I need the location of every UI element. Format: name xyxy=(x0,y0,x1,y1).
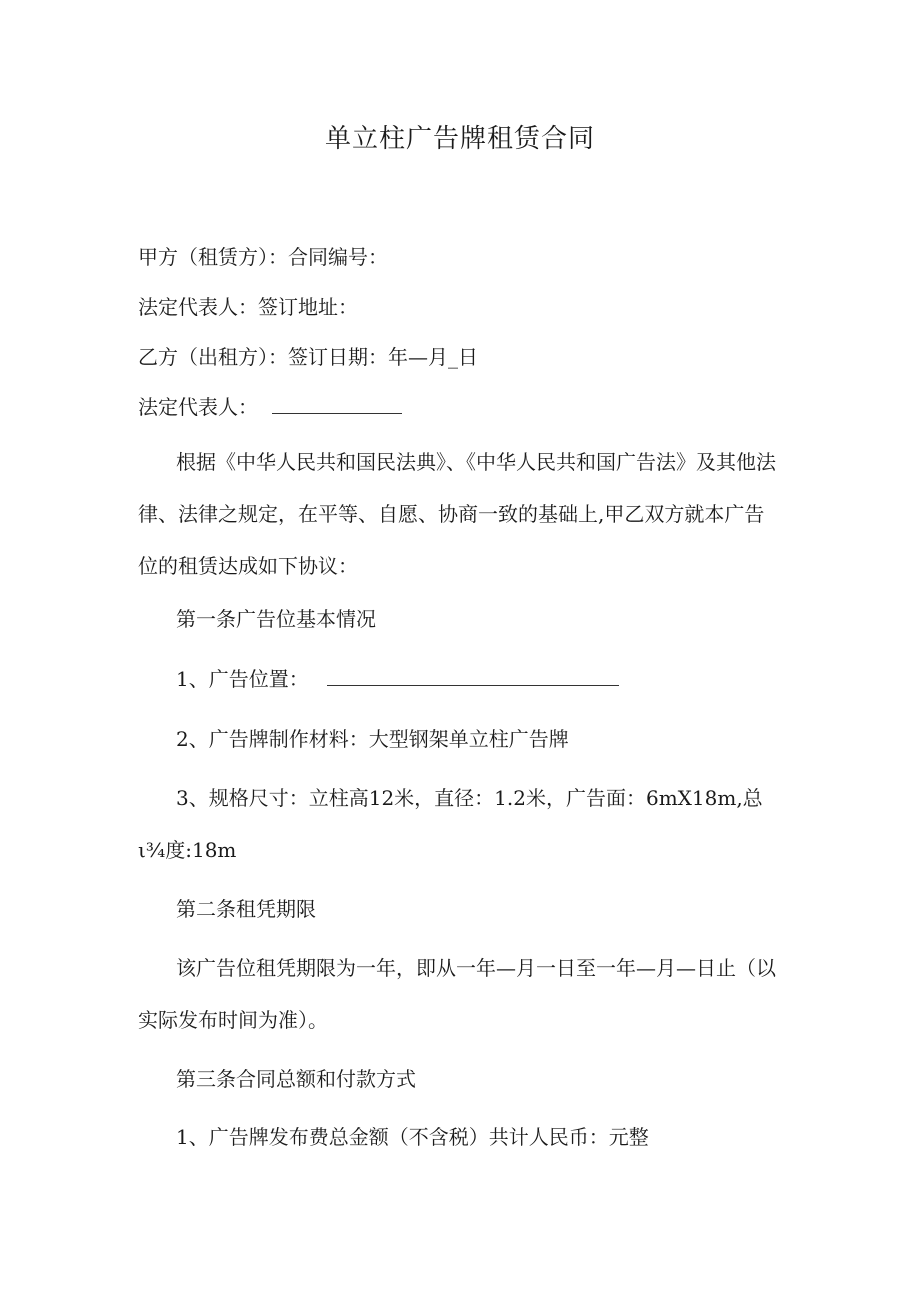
article-2-heading: 第二条租凭期限 xyxy=(176,897,316,921)
legal-rep-b-blank xyxy=(272,397,402,414)
party-b-line: 乙方（出租方）：签订日期：年—月_日 xyxy=(138,345,478,369)
ad-location-blank xyxy=(327,669,619,686)
ad-location-label: 1、广告位置： xyxy=(176,667,309,691)
preamble-paragraph: 根据《中华人民共和国民法典》、《中华人民共和国广告法》及其他法律、法律之规定，在平等、自愿、协商一致的基础上,甲乙双方就本广告位的租赁达成如下协议： xyxy=(138,450,776,578)
article-1-item-1 xyxy=(176,654,796,704)
article-2-body: 该广告位租凭期限为一年，即从一年—月一日至一年—月—日止（以实际发布时间为准）。 xyxy=(138,956,776,1032)
article-3-item-1: 1、广告牌发布费总金额（不含税）共计人民币：元整 xyxy=(176,1125,649,1149)
article-1-item-3: 3、规格尺寸：立柱高12米，直径：1.2米，广告面：6mX18m,总ι¾度:18m xyxy=(138,786,763,862)
article-1-item-2: 2、广告牌制作材料：大型钢架单立柱广告牌 xyxy=(176,727,569,751)
legal-rep-a-line: 法定代表人：签订地址： xyxy=(138,295,358,319)
article-3-heading: 第三条合同总额和付款方式 xyxy=(176,1067,416,1091)
party-a-line: 甲方（租赁方）：合同编号： xyxy=(138,245,388,269)
article-1-heading: 第一条广告位基本情况 xyxy=(176,607,376,631)
legal-rep-b-label: 法定代表人： xyxy=(138,395,258,419)
document-title: 单立柱广告牌租赁合同 xyxy=(324,124,595,154)
legal-rep-b-line xyxy=(138,382,798,432)
